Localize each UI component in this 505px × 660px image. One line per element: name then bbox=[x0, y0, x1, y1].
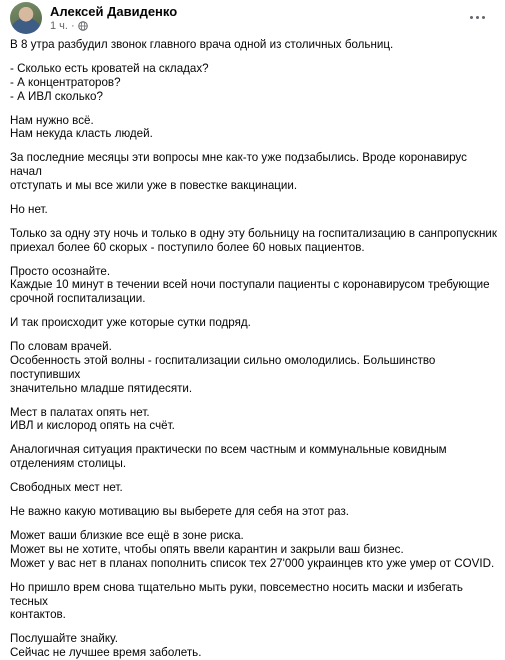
post-paragraph: Не важно какую мотивацию вы выберете для себя на этот раз. bbox=[10, 505, 349, 519]
post-paragraph: - Сколько есть кроватей на складах? - А концентраторов? - А ИВЛ сколько? bbox=[10, 61, 209, 103]
post-paragraph: По словам врачей. Особенность этой волны - госпитализации сильно омолодились. Большинство поступивших значительно младше пятидесяти. bbox=[10, 340, 436, 395]
post-paragraph: Только за одну эту ночь и только в одну эту больницу на госпитализацию в санпропускник приехал более 60 скорых - поступило более 60 новых пациентов. bbox=[10, 226, 497, 254]
post-paragraph: Но нет. bbox=[10, 202, 48, 216]
post-body bbox=[10, 38, 497, 660]
post-header bbox=[10, 0, 497, 38]
post-paragraph: И так происходит уже которые сутки подряд. bbox=[10, 316, 251, 330]
post-paragraph: Но пришло врем снова тщательно мыть руки, повсеместно носить маски и избегать тесных контактов. bbox=[10, 580, 463, 622]
post-paragraph: Свободных мест нет. bbox=[10, 481, 123, 495]
author-name[interactable]: Алексей Давиденко bbox=[50, 4, 178, 19]
more-dot-icon bbox=[482, 16, 485, 19]
post-paragraph: Нам нужно всё. Нам некуда класть людей. bbox=[10, 113, 153, 141]
post-time[interactable]: 1 ч. bbox=[50, 20, 68, 32]
post-paragraph: Просто осознайте. Каждые 10 минут в течении всей ночи поступали пациенты с коронавирусом требующие срочной госпитализации. bbox=[10, 264, 490, 306]
post-paragraph: Мест в палатах опять нет. ИВЛ и кислород опять на счёт. bbox=[10, 405, 175, 433]
more-dot-icon bbox=[476, 16, 479, 19]
more-dot-icon bbox=[470, 16, 473, 19]
more-options-button[interactable] bbox=[465, 8, 489, 26]
meta-separator: · bbox=[70, 20, 75, 32]
post-paragraph: В 8 утра разбудил звонок главного врача одной из столичных больниц. bbox=[10, 38, 394, 51]
post-paragraph: Послушайте знайку. Сейчас не лучшее время заболеть. bbox=[10, 632, 202, 660]
post-paragraph: Может ваши близкие все ещё в зоне риска. Может вы не хотите, чтобы опять ввели карантин и закрыли ваш бизнес. Может у вас нет в планах пополнить список тех 27'000 украинцев кто уже умер от COVID. bbox=[10, 529, 495, 570]
globe-icon bbox=[78, 21, 88, 31]
post-paragraph: Аналогичная ситуация практически по всем частным и коммунальные ковидным отделениям столицы. bbox=[10, 443, 447, 471]
author-avatar[interactable] bbox=[10, 2, 42, 34]
post-paragraph: За последние месяцы эти вопросы мне как-то уже подзабылись. Вроде коронавирус начал отступать и мы все жили уже в повестке вакцинации. bbox=[10, 151, 467, 192]
post-meta bbox=[50, 20, 88, 32]
